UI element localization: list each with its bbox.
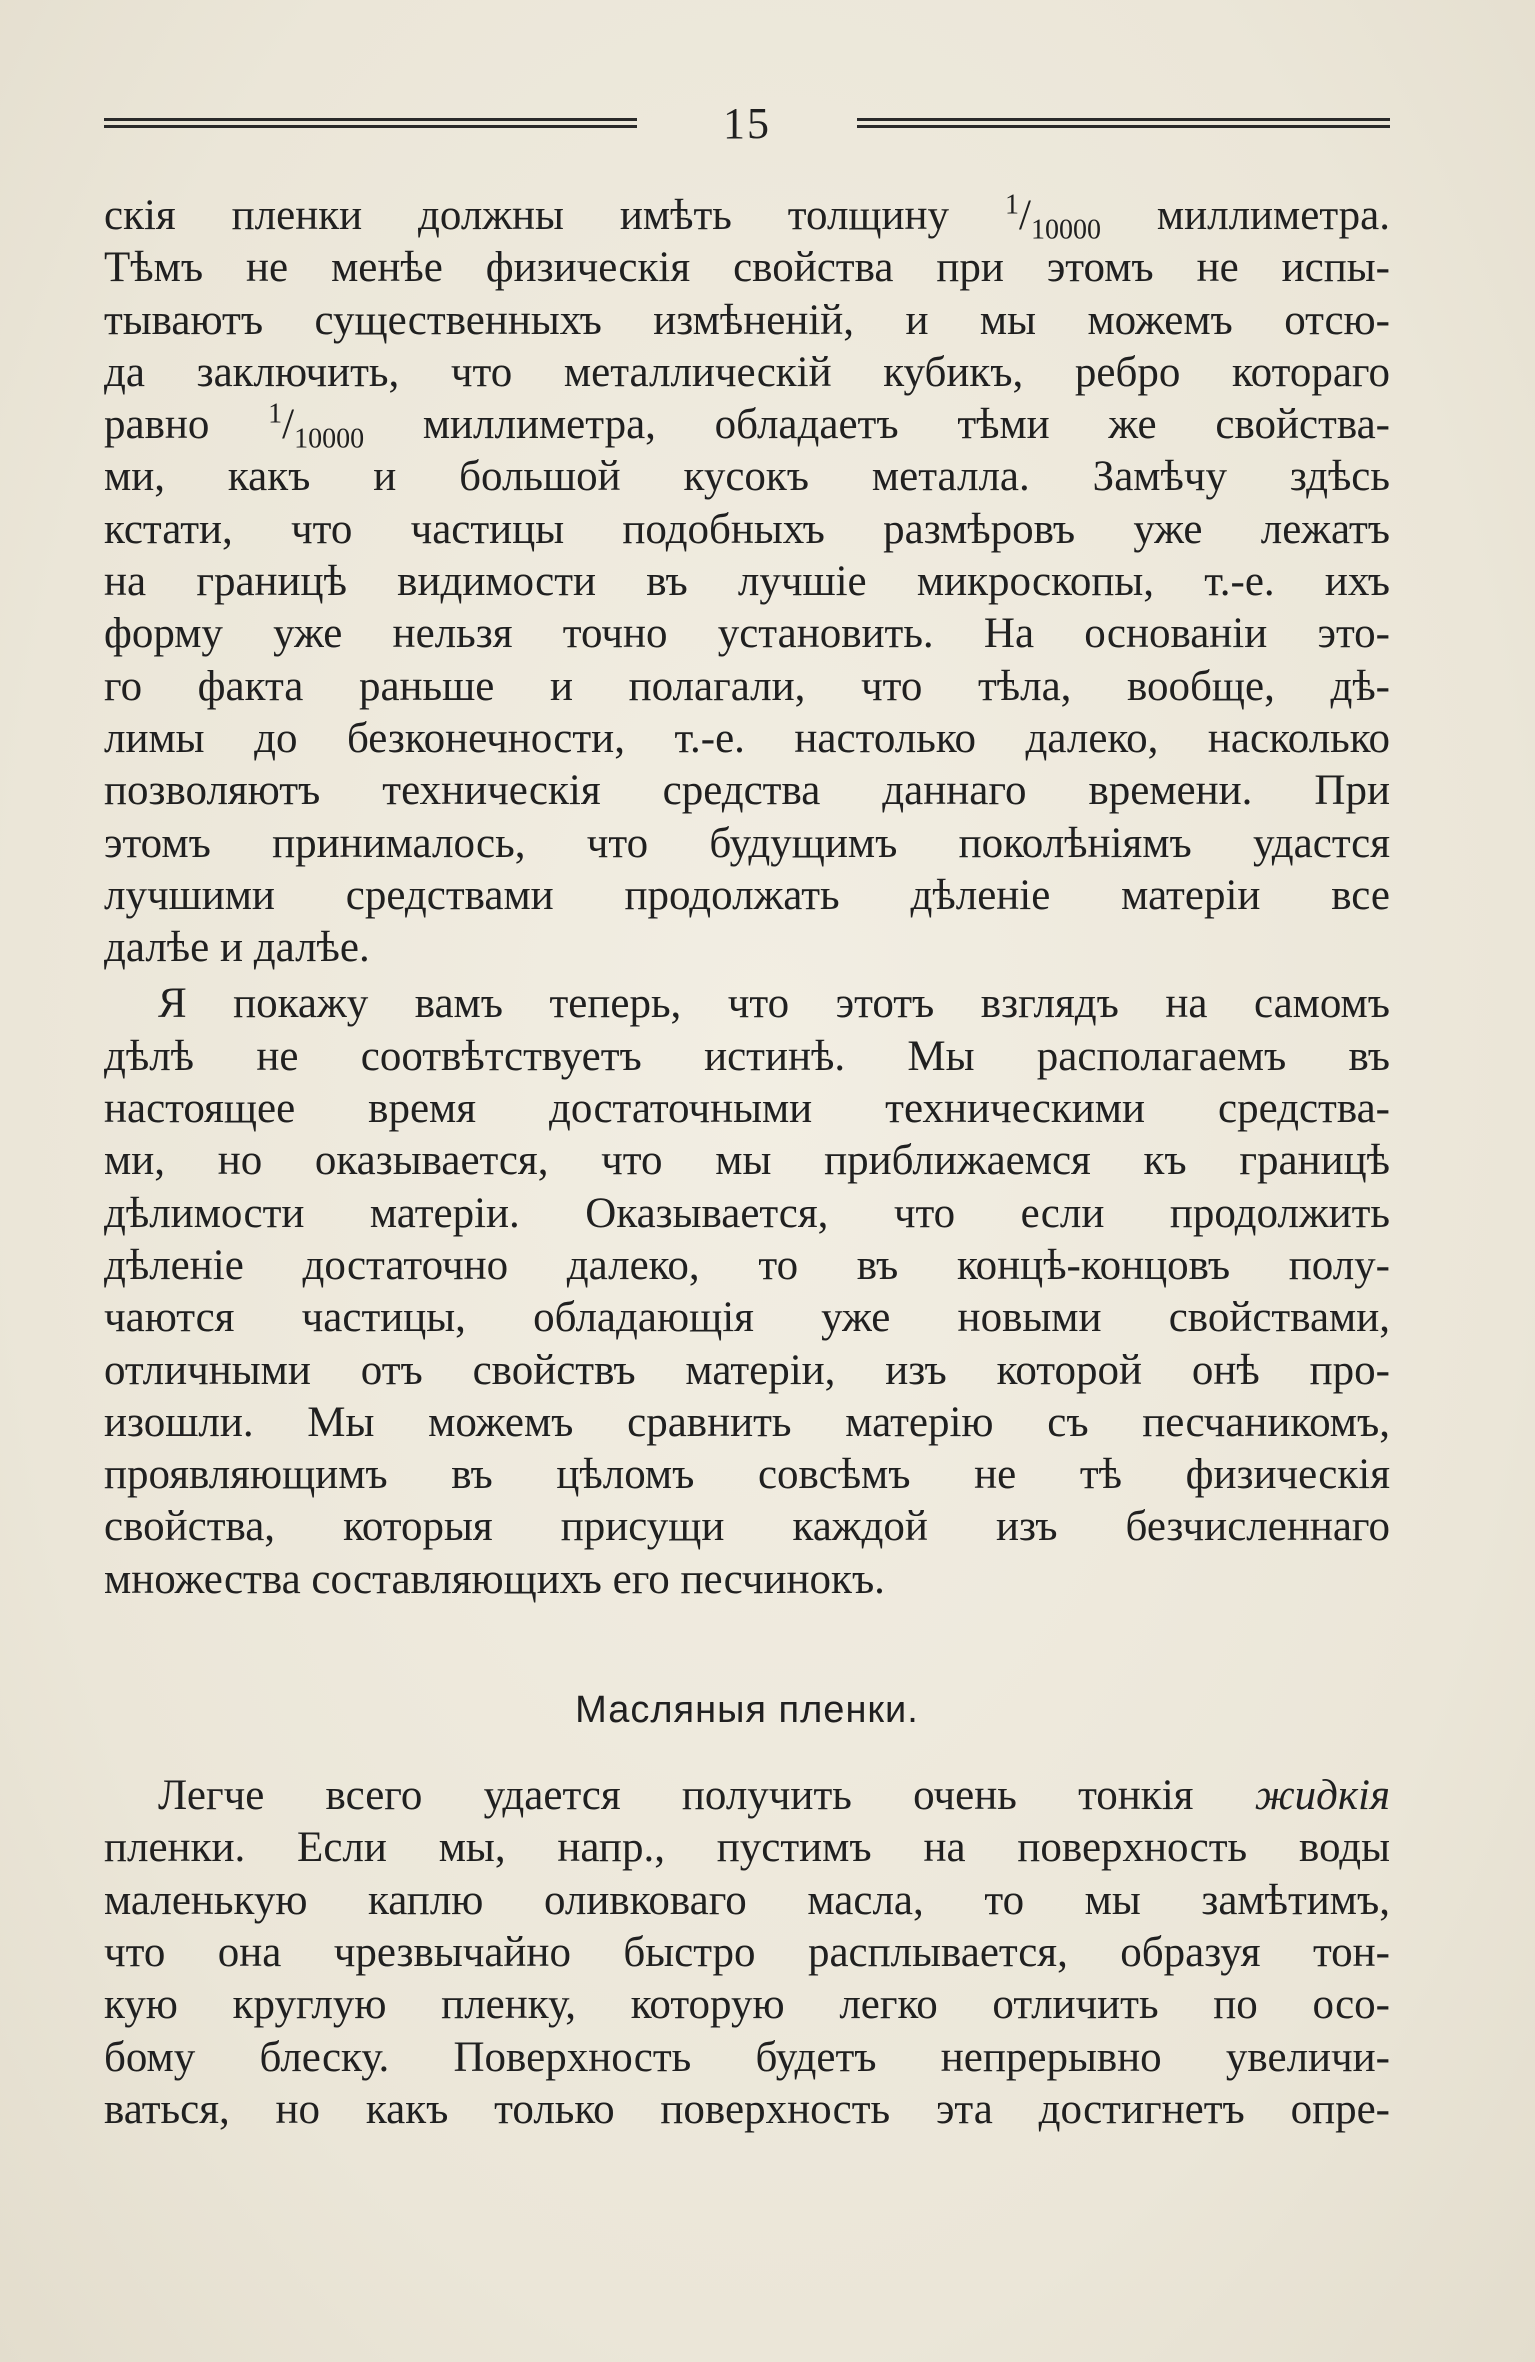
text-line: множества составляющихъ его песчинокъ. [104, 1555, 885, 1603]
text-line: этомъ принималось, что будущимъ поколѣніямъ удастся [104, 819, 1390, 867]
page-number: 15 [723, 99, 771, 148]
paragraph-2 [104, 978, 1390, 1606]
text-line: пленки. Если мы, напр., пустимъ на поверхность воды [104, 1824, 1390, 1872]
italic-emphasis: жидкія [1254, 1772, 1390, 1820]
text-line: го факта раньше и полагали, что тѣла, вообще, дѣ- [104, 662, 1390, 710]
text-line: позволяютъ техническія средства даннаго времени. При [104, 767, 1390, 815]
text-line: Легче всего удается получить очень тонкія жидкія [158, 1772, 1390, 1820]
text-line: дѣлимости матеріи. Оказывается, что если продолжить [104, 1189, 1390, 1237]
text-line: отличными отъ свойствъ матеріи, изъ которой онѣ про- [104, 1346, 1390, 1394]
text-line: ми, какъ и большой кусокъ металла. Замѣчу здѣсь [104, 453, 1390, 501]
text-line: Тѣмъ не менѣе физическія свойства при этомъ не испы- [104, 244, 1390, 292]
text-line: лимы до безконечности, т.-е. настолько далеко, насколько [104, 714, 1390, 762]
text-line: ми, но оказывается, что мы приближаемся къ границѣ [104, 1137, 1390, 1185]
text-line: кую круглую пленку, которую легко отличить по осо- [104, 1981, 1390, 2029]
text-line: проявляющимъ въ цѣломъ совсѣмъ не тѣ физическія [104, 1451, 1390, 1499]
text-line: далѣе и далѣе. [104, 924, 370, 972]
text-line: на границѣ видимости въ лучшіе микроскопы, т.-е. ихъ [104, 558, 1390, 606]
text-line: что она чрезвычайно быстро расплывается, образуя тон- [104, 1928, 1390, 1976]
body-text [104, 190, 1390, 2136]
text-line: маленькую каплю оливковаго масла, то мы замѣтимъ, [104, 1876, 1390, 1924]
text-line: равно $^1/_{10000}$ миллиметра, обладаетъ тѣми же свойства- [104, 399, 1390, 452]
text-line: Я покажу вамъ теперь, что этотъ взглядъ на самомъ [158, 980, 1390, 1028]
text-line: лучшими средствами продолжать дѣленіе матеріи все [104, 871, 1390, 919]
text-line: настоящее время достаточными техническими средства- [104, 1085, 1390, 1133]
text-line: форму уже нельзя точно установить. На основаніи это- [104, 610, 1390, 658]
text-line: чаются частицы, обладающія уже новыми свойствами, [104, 1294, 1390, 1342]
section-heading: Масляныя пленки. [575, 1689, 919, 1732]
paragraph-1 [104, 190, 1390, 974]
text-line: да заключить, что металлическій кубикъ, ребро котораго [104, 348, 1390, 396]
header-rule-right [857, 118, 1390, 128]
text-line: дѣленіе достаточно далеко, то въ концѣ-концовъ полу- [104, 1241, 1390, 1289]
text-line: тываютъ существенныхъ измѣненій, и мы можемъ отсю- [104, 296, 1390, 344]
text-line: ваться, но какъ только поверхность эта достигнетъ опре- [104, 2085, 1390, 2133]
text-line: изошли. Мы можемъ сравнить матерію съ песчаникомъ, [104, 1398, 1390, 1446]
running-head [104, 96, 1390, 156]
text-line: дѣлѣ не соотвѣтствуетъ истинѣ. Мы располагаемъ въ [104, 1032, 1390, 1080]
text-line: свойства, которыя присущи каждой изъ безчисленнаго [104, 1503, 1390, 1551]
text-line: скія пленки должны имѣть толщину $^1/_{10000}$ миллиметра. [104, 190, 1390, 243]
text-line: кстати, что частицы подобныхъ размѣровъ уже лежатъ [104, 505, 1390, 553]
paragraph-3 [104, 1770, 1390, 2136]
text-line: бому блеску. Поверхность будетъ непрерывно увеличи- [104, 2033, 1390, 2081]
